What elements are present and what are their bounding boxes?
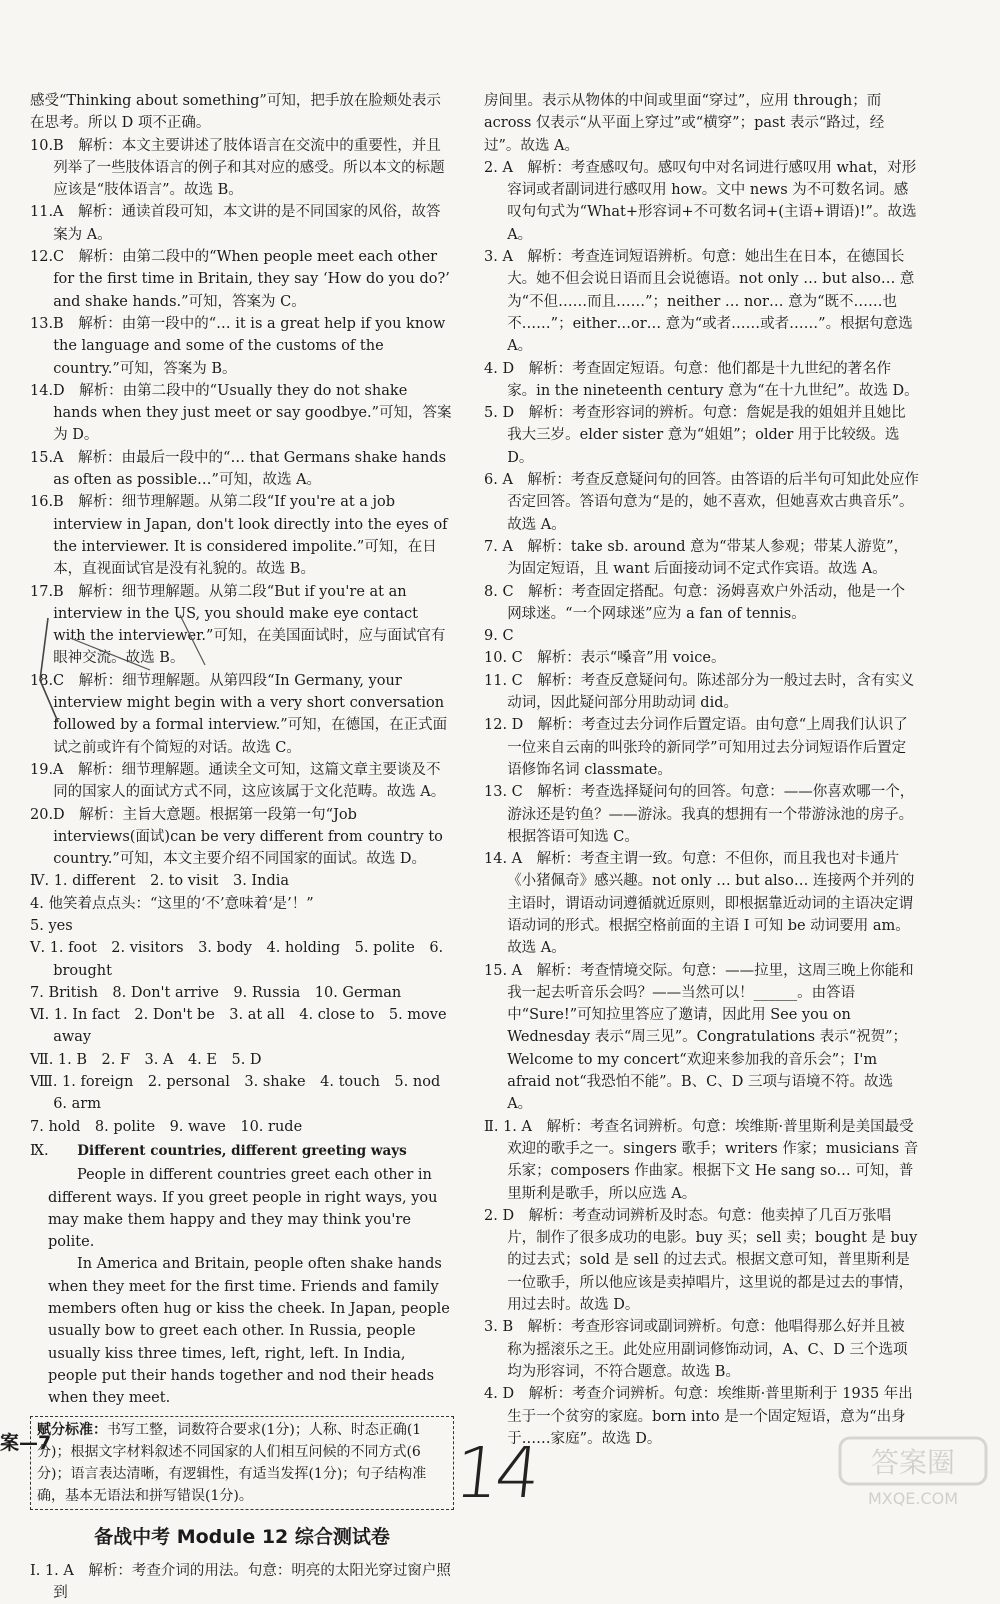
pencil-mark-icon: [30, 610, 230, 730]
right-answer-item: 15. A 解析：考查情境交际。句意：——拉里，这周三晚上你能和我一起去听音乐会吗？——当然可以！______。由答语中“Sure!”可知拉里答应了邀请，因此用 See you on Wednesday 表示“周三见”。Congratulations 表示“祝贺”；Welcome to my concert“欢迎来参加我的音乐会”；I'm afraid not“我恐怕不能”。B、C、D 三项与语境不符。故选 A。: [484, 962, 914, 1113]
essay-title: Different countries, different greeting ways: [77, 1142, 407, 1159]
watermark-text: 答案圈: [870, 1446, 956, 1479]
right-answer-list: [484, 90, 919, 1450]
essay-paragraph-1: People in different countries greet each other in different ways. If you greet people in right ways, you may make them happy and they may think you're polite.: [48, 1167, 438, 1251]
right-answer-item: 2. D 解析：考查动词辨析及时态。句意：他卖掉了几百万张唱片，制作了很多成功的电影。buy 买；sell 卖；bought 是 buy 的过去式；sold 是 sell 的过去式。根据文意可知，普里斯利是一位歌手，所以他应该是卖掉唱片，这里说的都是过去的事情，用过去时。故选 D。: [484, 1207, 918, 1314]
left-answer-item: 5. yes: [30, 917, 73, 934]
right-answer-item: 13. C 解析：考查选择疑问句的回答。句意：——你喜欢哪一个，游泳还是钓鱼？——游泳。我真的想拥有一个带游泳池的房子。根据答语可知选 C。: [484, 784, 915, 845]
left-answer-item: Ⅷ. 1. foreign 2. personal 3. shake 4. touch 5. nod 6. arm: [30, 1074, 455, 1113]
essay-section-label: Ⅸ.: [30, 1142, 49, 1159]
scoring-rubric-box: [30, 1416, 454, 1510]
page-footer-label: 案—7: [0, 1432, 52, 1454]
rubric-label: 赋分标准：: [37, 1421, 107, 1438]
right-answer-item: 10. C 解析：表示“嗓音”用 voice。: [484, 650, 726, 667]
handwritten-page-number: 14: [450, 1432, 541, 1514]
right-answer-item: 3. B 解析：考查形容词或副词辨析。句意：他唱得那么好并且被称为摇滚乐之王。此处应用副词修饰动词，A、C、D 三个选项均为形容词，不符合题意。故选 B。: [484, 1319, 908, 1380]
right-answer-item: 12. D 解析：考查过去分词作后置定语。由句意“上周我们认识了一位来自云南的叫张玲的新同学”可知用过去分词短语作后置定语修饰名词 classmate。: [484, 717, 908, 778]
left-answer-item: 11.A 解析：通读首段可知，本文讲的是不同国家的风俗，故答案为 A。: [30, 204, 441, 243]
watermark-logo-icon: [838, 1434, 988, 1509]
section-first-answer: Ⅰ. 1. A 解析：考查介词的用法。句意：明亮的太阳光穿过窗户照到: [30, 1562, 451, 1602]
left-column: [30, 90, 454, 1604]
left-answer-item: 14.D 解析：由第二段中的“Usually they do not shake hands when they just meet or say goodbye.”可知，答案为 D。: [30, 382, 452, 444]
right-answer-item: 11. C 解析：考查反意疑问句。陈述部分为一般过去时，含有实义动词，因此疑问部分用助动词 did。: [484, 672, 915, 712]
left-answer-item: 4. 他笑着点点头：“这里的‘不’意味着‘是’！”: [30, 895, 314, 912]
section-title: 备战中考 Module 12 综合测试卷: [94, 1525, 390, 1548]
left-answer-item: 18.C 解析：细节理解题。从第四段“In Germany, your interview might begin with a very short conversation followed by a formal interview.”可知，在德国，在正式面试之前或许有个简短的对话。故选 C。: [30, 672, 448, 756]
right-answer-item: 8. C 解析：考查固定搭配。句意：汤姆喜欢户外活动，他是一个网球迷。“一个网球迷”应为 a fan of tennis。: [484, 583, 906, 622]
left-answer-item: 10.B 解析：本文主要讲述了肢体语言在交流中的重要性，并且列举了一些肢体语言的例子和其对应的感受。所以本文的标题应该是“肢体语言”。故选 B。: [30, 137, 445, 199]
right-answer-item: 14. A 解析：考查主谓一致。句意：不但你，而且我也对卡通片《小猪佩奇》感兴趣。not only … but also… 连接两个并列的主语时，谓语动词遵循就近原则，即根据靠近动词的主语决定谓语动词的形式。根据空格前面的主语 I 可知 be 动词要用 am。故选 A。: [484, 851, 915, 957]
right-answer-item: 6. A 解析：考查反意疑问句的回答。由答语的后半句可知此处应作否定回答。答语句意为“是的，她不喜欢，但她喜欢古典音乐”。故选 A。: [484, 472, 919, 533]
left-answer-item: 17.B 解析：细节理解题。从第二段“But if you're at an interview in the US, you should make eye contact with the interviewer.”可知，在美国面试时，应与面试官有眼神交流。故选 B。: [30, 583, 446, 667]
left-answer-item: Ⅶ. 1. B 2. F 3. A 4. E 5. D: [30, 1051, 262, 1068]
left-answer-item: 16.B 解析：细节理解题。从第二段“If you're at a job interview in Japan, don't look directly into the eyes of the interviewer. It is considered impolite.”可知，在日本，直视面试官是没有礼貌的。故选 B。: [30, 494, 448, 578]
left-answer-item: 15.A 解析：由最后一段中的“… that Germans shake hands as often as possible…”可知，故选 A。: [30, 449, 447, 489]
left-answer-item: Ⅵ. 1. In fact 2. Don't be 3. at all 4. close to 5. move away: [30, 1007, 447, 1046]
right-answer-item: 4. D 解析：考查固定短语。句意：他们都是十九世纪的著名作家。in the nineteenth century 意为“在十九世纪”。故选 D。: [484, 360, 919, 399]
right-answer-item: 7. A 解析：take sb. around 意为“带某人参观；带某人游览”，为固定短语，且 want 后面接动词不定式作宾语。故选 A。: [484, 538, 909, 578]
right-answer-item: 3. A 解析：考查连词短语辨析。句意：她出生在日本，在德国长大。她不但会说日语而且会说德语。not only … but also… 意为“不但……而且……”；neither … nor… 意为“既不……也不……”；either…or… 意为“或者……或者……”。根据句意选 A。: [484, 249, 915, 355]
left-answer-item: Ⅳ. 1. different 2. to visit 3. India: [30, 873, 290, 890]
essay-block: [30, 1140, 454, 1410]
right-column: [484, 90, 919, 1450]
right-answer-item: Ⅱ. 1. A 解析：考查名词辨析。句意：埃维斯·普里斯利是美国最受欢迎的歌手之一。singers 歌手；writers 作家；musicians 音乐家；composers 作曲家。根据下文 He sang so… 可知，普里斯利是歌手，所以应选 A。: [484, 1118, 919, 1202]
essay-paragraph-2: In America and Britain, people often shake hands when they meet for the first time. Friends and family members often hug or kiss the cheek. In Japan, people usually bow to greet each other. In Russia, people usually kiss three times, left, right, left. In India, people put their hands together and nod their heads when they meet.: [48, 1256, 450, 1407]
right-answer-item: 5. D 解析：考查形容词的辨析。句意：詹妮是我的姐姐并且她比我大三岁。elder sister 意为“姐姐”；older 用于比较级。选 D。: [484, 405, 906, 466]
left-answer-item: 13.B 解析：由第一段中的“… it is a great help if you know the language and some of the customs of the country.”可知，答案为 B。: [30, 315, 446, 377]
rubric-text: 书写工整，词数符合要求(1分)；人称、时态正确(1分)；根据文字材料叙述不同国家的人们相互问候的不同方式(6分)；语言表达清晰，有逻辑性，有适当发挥(1分)；句子结构准确，基本无语法和拼写错误(1分)。: [37, 1421, 427, 1504]
left-answer-item: 12.C 解析：由第二段中的“When people meet each other for the first time in Britain, they say ‘How do you do?’ and shake hands.”可知，答案为 C。: [30, 249, 450, 310]
left-answer-item: 7. hold 8. polite 9. wave 10. rude: [30, 1118, 303, 1135]
right-answer-item: 9. C: [484, 628, 514, 645]
left-answer-item: 感受“Thinking about something”可知，把手放在脸颊处表示在思考。所以 D 项不正确。: [30, 93, 441, 132]
right-answer-item: 房间里。表示从物体的中间或里面“穿过”，应用 through；而 across 仅表示“从平面上穿过”或“横穿”；past 表示“路过，经过”。故选 A。: [484, 93, 885, 154]
right-answer-item: 2. A 解析：考查感叹句。感叹句中对名词进行感叹用 what，对形容词或者副词进行感叹用 how。文中 news 为不可数名词。感叹句句式为“What+形容词+不可数名词+(主语+谓语)!”。故选 A。: [484, 159, 917, 243]
left-answer-item: 20.D 解析：主旨大意题。根据第一段第一句“Job interviews(面试)can be very different from country to country.”可知，本文主要介绍不同国家的面试。故选 D。: [30, 806, 443, 868]
left-answer-item: 7. British 8. Don't arrive 9. Russia 10. German: [30, 984, 402, 1001]
left-answer-item: 19.A 解析：细节理解题。通读全文可知，这篇文章主要谈及不同的国家人的面试方式不同，这应该属于文化范畴。故选 A。: [30, 761, 446, 801]
right-answer-item: 4. D 解析：考查介词辨析。句意：埃维斯·普里斯利于 1935 年出生于一个贫穷的家庭。born into 是一个固定短语，意为“出身于……家庭”。故选 D。: [484, 1386, 913, 1447]
svg-text:MXQE.COM: MXQE.COM: [867, 1489, 959, 1508]
left-answer-item: Ⅴ. 1. foot 2. visitors 3. body 4. holding 5. polite 6. brought: [30, 940, 444, 979]
